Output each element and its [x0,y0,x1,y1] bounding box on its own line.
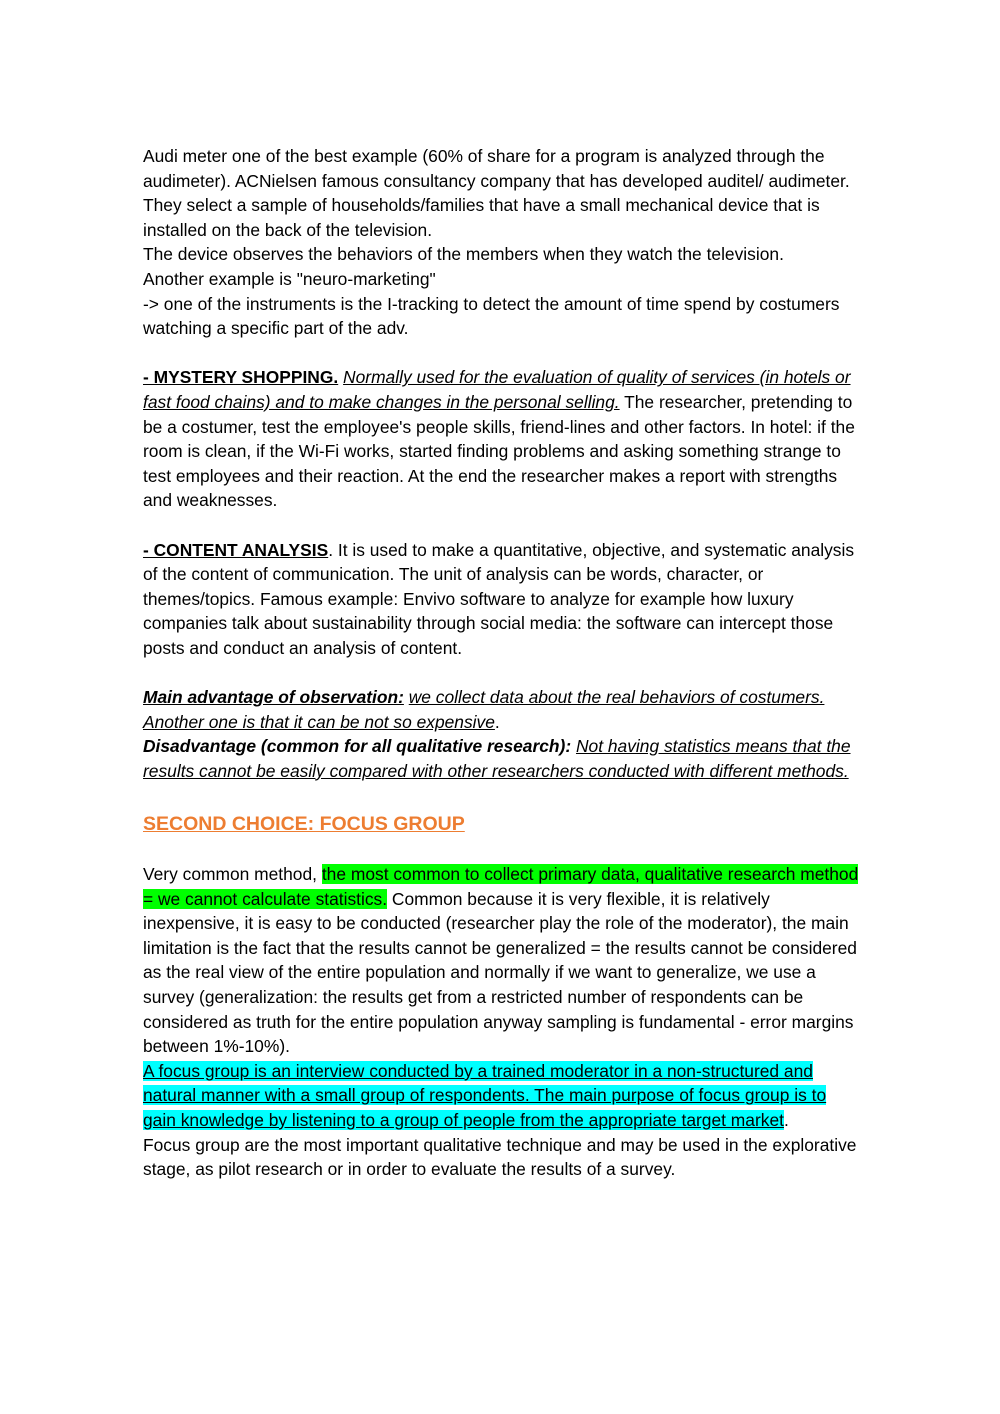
paragraph-advantage [143,685,859,734]
paragraph-audimeter [143,144,859,242]
content-analysis-text: . It is used to make a quantitative, objective, and systematic analysis of the content of communication. The unit of analysis can be words, character, or themes/topics. Famous example: Envivo software to analyze for example how luxury companies talk about sustainability through social media: the software can intercept those posts and conduct an analysis of content. [143,539,855,658]
advantage-end: . [494,711,500,732]
paragraph-focus-group [143,862,859,1059]
paragraph-disadvantage [143,734,859,783]
focus-intro: Very common method, [143,864,322,885]
focus-definition-end: . [783,1109,789,1130]
paragraph-mystery-shopping [143,365,859,513]
paragraph-content-analysis [143,538,859,661]
device-text: The device observes the behaviors of the members when they watch the television. [143,244,784,265]
document-body [143,144,859,1182]
advantage-label: Main advantage of observation: [143,687,404,708]
disadvantage-text: Not having statistics means that the results cannot be easily compared with other researchers conducted with different methods. [143,736,851,781]
focus-definition-highlight: A focus group is an interview conducted by a trained moderator in a non-structured and natural manner with a small group of respondents. The main purpose of focus group is to gain knowledge by listening to a group of people from the appropriate target market [143,1060,827,1130]
paragraph-device [143,242,859,267]
intro-text: Audi meter one of the best example (60% of share for a program is analyzed through the audimeter). ACNielsen famous consultancy company that has developed auditel/ audimeter. They select a sample of households/families that have a small mechanical device that is installed on the back of the television. [143,146,850,240]
paragraph-focus-definition [143,1059,859,1133]
neuro-text: Another example is "neuro-marketing" [143,268,436,289]
mystery-shopping-text: The researcher, pretending to be a costumer, test the employee's people skills, friend-lines and other factors. In hotel: if the room is clean, if the Wi-Fi works, started finding problems and asking something strange to test employees and their reaction. At the end the researcher makes a report with strengths and weaknesses. [143,391,855,511]
content-analysis-title: - CONTENT ANALYSIS [143,539,329,560]
disadvantage-label: Disadvantage (common for all qualitative research): [143,736,572,757]
focus-text: Common because it is very flexible, it is relatively inexpensive, it is easy to be conducted (researcher play the role of the moderator), the main limitation is the fact that the results cannot be generalized = the results cannot be considered as the real view of the entire population and normally if we want to generalize, we use a survey (generalization: the results get from a restricted number of respondents can be considered as truth for the entire population anyway sampling is fundamental - error margins between 1%-10%). [143,888,857,1057]
mystery-shopping-definition: Normally used for the evaluation of quality of services (in hotels or fast food chains) and to make changes in the personal selling. [143,367,851,412]
itracking-text: -> one of the instruments is the I-tracking to detect the amount of time spend by costumers watching a specific part of the adv. [143,293,840,339]
mystery-shopping-title: - MYSTERY SHOPPING. [143,367,339,388]
advantage-text: we collect data about the real behaviors of costumers. Another one is that it can be not so expensive [143,687,825,732]
focus-importance-text: Focus group are the most important qualitative technique and may be used in the explorative stage, as pilot research or in order to evaluate the results of a survey. [143,1134,857,1180]
paragraph-itracking [143,292,859,341]
section-heading: SECOND CHOICE: FOCUS GROUP [143,813,465,836]
paragraph-neuro [143,267,859,292]
paragraph-focus-importance [143,1133,859,1182]
focus-highlight-green: the most common to collect primary data, qualitative research method = we cannot calculate statistics. [143,864,859,909]
